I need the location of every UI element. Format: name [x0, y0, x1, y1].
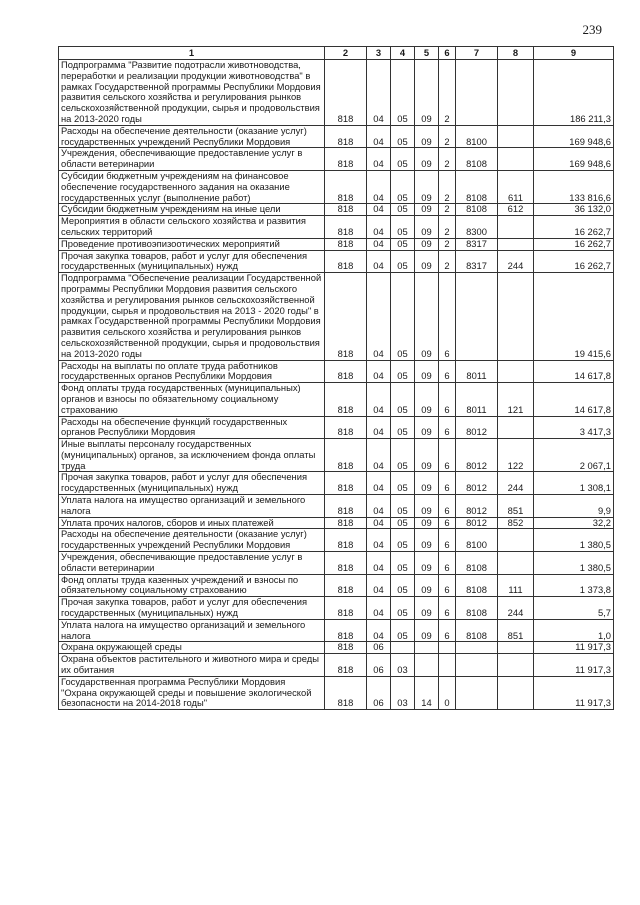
row-code-c5: 09 [415, 552, 439, 575]
row-code-c3: 04 [367, 238, 391, 250]
row-code-c6: 2 [439, 60, 456, 126]
row-code-c3: 04 [367, 552, 391, 575]
row-code-c8: 851 [498, 495, 534, 518]
row-code-c3: 04 [367, 216, 391, 239]
row-code-c7: 8108 [456, 552, 498, 575]
row-amount: 1 380,5 [534, 552, 614, 575]
row-description: Фонд оплаты труда казенных учреждений и взносы по обязательному социальному страхованию [59, 574, 325, 597]
row-amount: 1 373,8 [534, 574, 614, 597]
row-code-c7: 8012 [456, 472, 498, 495]
table-row [59, 216, 614, 239]
row-code-c6: 6 [439, 495, 456, 518]
table-row [59, 204, 614, 216]
row-code-c8 [498, 416, 534, 439]
row-amount: 9,9 [534, 495, 614, 518]
row-code-c2: 818 [325, 273, 367, 360]
table-row [59, 383, 614, 416]
row-description: Охрана объектов растительного и животного мира и среды их обитания [59, 654, 325, 677]
row-code-c7: 8317 [456, 250, 498, 273]
row-code-c2: 818 [325, 216, 367, 239]
row-code-c6: 6 [439, 416, 456, 439]
row-description: Иные выплаты персоналу государственных (муниципальных) органов, за исключением фонда оплаты труда [59, 439, 325, 472]
row-code-c5: 09 [415, 250, 439, 273]
table-row [59, 654, 614, 677]
table-row [59, 250, 614, 273]
row-code-c3: 04 [367, 619, 391, 642]
row-code-c3: 04 [367, 383, 391, 416]
row-code-c2: 818 [325, 619, 367, 642]
row-code-c3: 04 [367, 60, 391, 126]
table-row [59, 676, 614, 709]
row-code-c6: 6 [439, 552, 456, 575]
column-header-9: 9 [534, 47, 614, 60]
row-description: Уплата налога на имущество организаций и земельного налога [59, 495, 325, 518]
row-code-c6: 2 [439, 170, 456, 203]
row-code-c4: 05 [391, 517, 415, 529]
row-code-c7: 8011 [456, 360, 498, 383]
row-code-c3: 04 [367, 529, 391, 552]
row-code-c8: 851 [498, 619, 534, 642]
row-description: Расходы на выплаты по оплате труда работников государственных органов Республики Мордовия [59, 360, 325, 383]
row-code-c3: 04 [367, 597, 391, 620]
row-code-c3: 04 [367, 273, 391, 360]
row-code-c3: 04 [367, 416, 391, 439]
column-header-8: 8 [498, 47, 534, 60]
row-code-c7: 8100 [456, 125, 498, 148]
row-code-c6: 0 [439, 676, 456, 709]
row-code-c4: 05 [391, 416, 415, 439]
row-code-c7: 8012 [456, 416, 498, 439]
row-code-c8 [498, 238, 534, 250]
table-row [59, 60, 614, 126]
row-amount: 36 132,0 [534, 204, 614, 216]
row-code-c6: 6 [439, 360, 456, 383]
row-code-c4: 05 [391, 597, 415, 620]
row-code-c2: 818 [325, 574, 367, 597]
row-description: Подпрограмма "Развитие подотрасли животноводства, переработки и реализации продукции животноводства" в рамках Государственной программы Республики Мордовия развития сельского хозяйства и регулирования рынков сельскохозяйственной продукции, сырья и продовольствия на 2013-2020 годы [59, 60, 325, 126]
column-header-7: 7 [456, 47, 498, 60]
row-code-c6: 2 [439, 238, 456, 250]
row-code-c5: 14 [415, 676, 439, 709]
row-code-c4: 05 [391, 472, 415, 495]
row-code-c5: 09 [415, 204, 439, 216]
row-code-c2: 818 [325, 529, 367, 552]
row-code-c7: 8300 [456, 216, 498, 239]
row-code-c4: 05 [391, 148, 415, 171]
row-code-c8 [498, 642, 534, 654]
row-code-c8 [498, 552, 534, 575]
column-header-5: 5 [415, 47, 439, 60]
row-code-c5: 09 [415, 238, 439, 250]
table-row [59, 273, 614, 360]
row-code-c4: 03 [391, 654, 415, 677]
row-code-c5 [415, 642, 439, 654]
row-code-c8: 852 [498, 517, 534, 529]
row-code-c7: 8108 [456, 597, 498, 620]
table-row [59, 619, 614, 642]
row-code-c3: 06 [367, 654, 391, 677]
row-code-c5: 09 [415, 148, 439, 171]
column-header-6: 6 [439, 47, 456, 60]
table-row [59, 238, 614, 250]
row-description: Учреждения, обеспечивающие предоставление услуг в области ветеринарии [59, 148, 325, 171]
row-description: Учреждения, обеспечивающие предоставление услуг в области ветеринарии [59, 552, 325, 575]
row-code-c4 [391, 642, 415, 654]
row-code-c4: 05 [391, 204, 415, 216]
row-code-c4: 05 [391, 216, 415, 239]
row-amount: 14 617,8 [534, 383, 614, 416]
row-code-c2: 818 [325, 416, 367, 439]
row-code-c5: 09 [415, 216, 439, 239]
row-code-c6: 6 [439, 517, 456, 529]
row-code-c4: 05 [391, 273, 415, 360]
row-code-c7 [456, 273, 498, 360]
row-code-c7: 8100 [456, 529, 498, 552]
row-code-c8 [498, 273, 534, 360]
row-code-c6: 6 [439, 383, 456, 416]
row-description: Фонд оплаты труда государственных (муниципальных) органов и взносы по обязательному социальному страхованию [59, 383, 325, 416]
table-row [59, 642, 614, 654]
row-description: Субсидии бюджетным учреждениям на иные цели [59, 204, 325, 216]
header-row [59, 47, 614, 60]
row-description: Расходы на обеспечение деятельности (оказание услуг) государственных учреждений Республики Мордовия [59, 529, 325, 552]
column-header-4: 4 [391, 47, 415, 60]
row-code-c2: 818 [325, 250, 367, 273]
table-row [59, 148, 614, 171]
table-row [59, 125, 614, 148]
table-row [59, 529, 614, 552]
row-code-c5: 09 [415, 170, 439, 203]
row-code-c7: 8108 [456, 148, 498, 171]
row-amount: 14 617,8 [534, 360, 614, 383]
row-amount: 5,7 [534, 597, 614, 620]
row-description: Подпрограмма "Обеспечение реализации Государственной программы Республики Мордовия развития сельского хозяйства и регулирования рынков сельскохозяйственной продукции, сырья и продовольствия на 2013 - 2020 годы" в рамках Государственной программы Республики Мордовия развития сельского хозяйства и регулирования рынков сельскохозяйственной продукции, сырья и продовольствия на 2013-2020 годы [59, 273, 325, 360]
row-code-c7: 8108 [456, 204, 498, 216]
table-row [59, 360, 614, 383]
row-description: Уплата прочих налогов, сборов и иных платежей [59, 517, 325, 529]
row-code-c4: 05 [391, 60, 415, 126]
table-row [59, 416, 614, 439]
row-amount: 186 211,3 [534, 60, 614, 126]
row-code-c4: 05 [391, 238, 415, 250]
row-description: Государственная программа Республики Мордовия "Охрана окружающей среды и повышение экологической безопасности на 2014-2018 годы" [59, 676, 325, 709]
row-code-c8: 244 [498, 250, 534, 273]
table-row [59, 472, 614, 495]
row-code-c6: 2 [439, 125, 456, 148]
row-code-c7: 8012 [456, 439, 498, 472]
row-code-c2: 818 [325, 60, 367, 126]
row-code-c5: 09 [415, 273, 439, 360]
row-code-c8 [498, 676, 534, 709]
row-description: Субсидии бюджетным учреждениям на финансовое обеспечение государственного задания на оказание государственных услуг (выполнение работ) [59, 170, 325, 203]
column-header-3: 3 [367, 47, 391, 60]
row-code-c3: 04 [367, 148, 391, 171]
row-code-c6: 6 [439, 574, 456, 597]
table-row [59, 574, 614, 597]
row-code-c5: 09 [415, 439, 439, 472]
row-description: Прочая закупка товаров, работ и услуг для обеспечения государственных (муниципальных) нужд [59, 250, 325, 273]
row-code-c4: 05 [391, 574, 415, 597]
row-amount: 1,0 [534, 619, 614, 642]
row-code-c6: 2 [439, 204, 456, 216]
row-code-c4: 05 [391, 125, 415, 148]
row-code-c3: 04 [367, 495, 391, 518]
column-header-2: 2 [325, 47, 367, 60]
row-code-c4: 05 [391, 360, 415, 383]
row-code-c2: 818 [325, 642, 367, 654]
row-code-c3: 04 [367, 574, 391, 597]
row-code-c3: 04 [367, 204, 391, 216]
row-description: Прочая закупка товаров, работ и услуг для обеспечения государственных (муниципальных) нужд [59, 472, 325, 495]
row-amount: 3 417,3 [534, 416, 614, 439]
row-code-c7 [456, 642, 498, 654]
row-description: Расходы на обеспечение функций государственных органов Республики Мордовия [59, 416, 325, 439]
row-code-c3: 04 [367, 439, 391, 472]
row-code-c6: 6 [439, 472, 456, 495]
table-row [59, 597, 614, 620]
row-code-c7: 8012 [456, 517, 498, 529]
row-code-c4: 03 [391, 676, 415, 709]
row-description: Уплата налога на имущество организаций и земельного налога [59, 619, 325, 642]
table-row [59, 517, 614, 529]
row-code-c2: 818 [325, 495, 367, 518]
row-description: Прочая закупка товаров, работ и услуг для обеспечения государственных (муниципальных) нужд [59, 597, 325, 620]
row-code-c7: 8011 [456, 383, 498, 416]
row-code-c8 [498, 60, 534, 126]
row-code-c5: 09 [415, 529, 439, 552]
row-description: Охрана окружающей среды [59, 642, 325, 654]
row-code-c6: 2 [439, 148, 456, 171]
row-code-c6: 6 [439, 439, 456, 472]
row-amount: 169 948,6 [534, 125, 614, 148]
row-code-c8: 244 [498, 597, 534, 620]
row-code-c4: 05 [391, 552, 415, 575]
row-code-c8 [498, 216, 534, 239]
row-description: Мероприятия в области сельского хозяйства и развития сельских территорий [59, 216, 325, 239]
row-code-c2: 818 [325, 170, 367, 203]
row-code-c4: 05 [391, 170, 415, 203]
table-row [59, 170, 614, 203]
row-code-c5: 09 [415, 416, 439, 439]
row-code-c4: 05 [391, 495, 415, 518]
row-code-c8 [498, 360, 534, 383]
row-code-c8 [498, 125, 534, 148]
row-code-c7: 8317 [456, 238, 498, 250]
row-code-c8: 244 [498, 472, 534, 495]
row-code-c2: 818 [325, 472, 367, 495]
row-code-c5: 09 [415, 360, 439, 383]
row-code-c4: 05 [391, 250, 415, 273]
row-amount: 16 262,7 [534, 238, 614, 250]
row-description: Проведение противоэпизоотических мероприятий [59, 238, 325, 250]
row-code-c3: 04 [367, 250, 391, 273]
row-code-c3: 06 [367, 642, 391, 654]
row-code-c7: 8012 [456, 495, 498, 518]
row-code-c6: 6 [439, 529, 456, 552]
row-amount: 1 308,1 [534, 472, 614, 495]
budget-table [58, 46, 614, 710]
row-amount: 19 415,6 [534, 273, 614, 360]
row-code-c5: 09 [415, 619, 439, 642]
row-code-c7 [456, 654, 498, 677]
row-amount: 16 262,7 [534, 216, 614, 239]
column-header-1: 1 [59, 47, 325, 60]
row-code-c3: 04 [367, 472, 391, 495]
row-code-c8: 122 [498, 439, 534, 472]
row-code-c6: 6 [439, 273, 456, 360]
row-code-c3: 04 [367, 517, 391, 529]
row-code-c6 [439, 642, 456, 654]
row-code-c8: 611 [498, 170, 534, 203]
row-amount: 2 067,1 [534, 439, 614, 472]
row-code-c2: 818 [325, 204, 367, 216]
table-body [59, 60, 614, 710]
row-code-c7: 8108 [456, 619, 498, 642]
row-code-c2: 818 [325, 238, 367, 250]
row-code-c8 [498, 529, 534, 552]
row-amount: 169 948,6 [534, 148, 614, 171]
row-amount: 11 917,3 [534, 676, 614, 709]
row-code-c4: 05 [391, 383, 415, 416]
row-code-c5: 09 [415, 517, 439, 529]
row-code-c6: 2 [439, 216, 456, 239]
row-code-c5: 09 [415, 597, 439, 620]
row-code-c5: 09 [415, 574, 439, 597]
row-code-c3: 04 [367, 125, 391, 148]
row-code-c6: 6 [439, 597, 456, 620]
row-code-c8: 121 [498, 383, 534, 416]
row-code-c2: 818 [325, 654, 367, 677]
row-code-c7 [456, 676, 498, 709]
row-code-c6: 2 [439, 250, 456, 273]
row-description: Расходы на обеспечение деятельности (оказание услуг) государственных учреждений Республики Мордовия [59, 125, 325, 148]
row-code-c3: 06 [367, 676, 391, 709]
row-code-c8 [498, 654, 534, 677]
row-code-c2: 818 [325, 383, 367, 416]
row-amount: 133 816,6 [534, 170, 614, 203]
row-code-c2: 818 [325, 125, 367, 148]
row-code-c5: 09 [415, 383, 439, 416]
row-code-c2: 818 [325, 439, 367, 472]
row-code-c2: 818 [325, 360, 367, 383]
row-code-c2: 818 [325, 148, 367, 171]
row-amount: 32,2 [534, 517, 614, 529]
row-code-c5: 09 [415, 60, 439, 126]
row-code-c2: 818 [325, 676, 367, 709]
row-code-c7: 8108 [456, 574, 498, 597]
row-amount: 16 262,7 [534, 250, 614, 273]
table-row [59, 439, 614, 472]
row-code-c2: 818 [325, 552, 367, 575]
row-code-c7: 8108 [456, 170, 498, 203]
table-row [59, 495, 614, 518]
row-amount: 1 380,5 [534, 529, 614, 552]
row-code-c4: 05 [391, 619, 415, 642]
row-code-c3: 04 [367, 170, 391, 203]
row-code-c6 [439, 654, 456, 677]
row-amount: 11 917,3 [534, 654, 614, 677]
row-code-c8: 111 [498, 574, 534, 597]
row-code-c4: 05 [391, 439, 415, 472]
row-code-c5: 09 [415, 125, 439, 148]
row-code-c7 [456, 60, 498, 126]
row-code-c5: 09 [415, 472, 439, 495]
row-code-c3: 04 [367, 360, 391, 383]
page-number: 239 [582, 22, 602, 37]
row-code-c8: 612 [498, 204, 534, 216]
row-amount: 11 917,3 [534, 642, 614, 654]
row-code-c8 [498, 148, 534, 171]
row-code-c2: 818 [325, 517, 367, 529]
row-code-c2: 818 [325, 597, 367, 620]
row-code-c5 [415, 654, 439, 677]
row-code-c5: 09 [415, 495, 439, 518]
row-code-c6: 6 [439, 619, 456, 642]
row-code-c4: 05 [391, 529, 415, 552]
table-row [59, 552, 614, 575]
